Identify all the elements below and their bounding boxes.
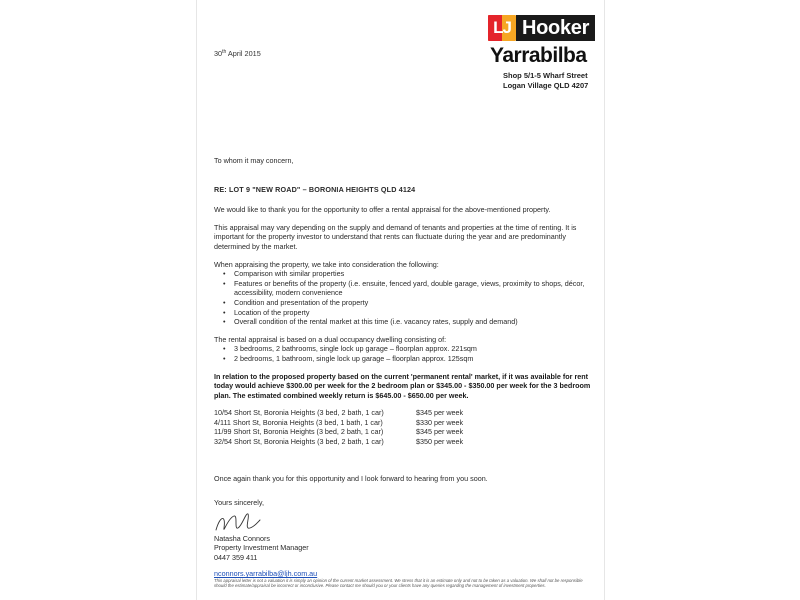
dwelling-list <box>214 344 594 363</box>
date-suffix: th <box>222 49 227 55</box>
rental-estimate-paragraph: In relation to the proposed property based on the current 'permanent rental' market, if it was available for rent today would achieve $300.00 per week for the 2 bedroom plan or $345.00 - $350.00 per week for the 3 bedroom plan. The estimated combined weekly return is $645.00 - $650.00 per week. <box>214 371 591 400</box>
lj-logo-text: LJ <box>493 18 511 37</box>
comparable-address: 32/54 Short St, Boronia Heights (3 bed, 2 bath, 1 car) <box>214 437 384 447</box>
signatory-title: Property Investment Manager <box>214 543 309 553</box>
hooker-logo-text: Hooker <box>516 15 595 41</box>
list-item: • Location of the property <box>214 308 594 318</box>
signatory-name: Natasha Connors <box>214 534 270 543</box>
comparable-rent: $345 per week <box>416 427 464 437</box>
salutation: To whom it may concern, <box>214 156 294 165</box>
signoff: Yours sincerely, <box>214 498 264 508</box>
list-item: • Comparison with similar properties <box>214 269 594 279</box>
comparable-address: 10/54 Short St, Boronia Heights (3 bed, 2 bath, 1 car) <box>214 408 384 418</box>
page-edge-left <box>196 0 197 600</box>
date-rest: April 2015 <box>226 49 261 58</box>
signatory-phone: 0447 359 411 <box>214 552 258 562</box>
table-row <box>214 437 463 447</box>
paragraph-intro: We would like to thank you for the opportunity to offer a rental appraisal for the above-mentioned property. <box>214 205 551 215</box>
comparables-table <box>214 408 463 446</box>
list-item: • Overall condition of the rental market at this time (i.e. vacancy rates, supply and demand) <box>214 317 594 327</box>
list-item: • Condition and presentation of the property <box>214 298 594 308</box>
comparable-rent: $330 per week <box>416 417 464 427</box>
paragraph-considerations: When appraising the property, we take into consideration the following: <box>214 259 439 269</box>
address-line-1: Shop 5/1-5 Wharf Street <box>503 71 588 80</box>
comparable-address: 4/111 Short St, Boronia Heights (3 bed, 1 bath, 1 car) <box>214 417 383 427</box>
address-line-2: Logan Village QLD 4207 <box>503 81 589 90</box>
branch-name: Yarrabilba <box>490 44 587 67</box>
office-address <box>503 71 588 91</box>
closing-paragraph: Once again thank you for this opportunity and I look forward to hearing from you soon. <box>214 473 488 483</box>
letter-body <box>214 156 594 512</box>
signatory-block <box>214 534 317 579</box>
date-day: 30 <box>214 49 223 58</box>
lj-logo-mark <box>488 15 516 41</box>
comparable-rent: $350 per week <box>416 437 464 447</box>
disclaimer-footer: This appraisal letter is not a valuation it is simply an opinion of the current market assessment. We stress that it is an estimate only and not to be taken as a valuation. We shall not be responsible should the estimate/appraisal be incorrect or inconclusive. Please contact me should you or your clients have any queries regarding the management of investment properties. <box>214 578 583 589</box>
handwritten-signature <box>212 508 262 536</box>
list-item: • 3 bedrooms, 2 bathrooms, single lock up garage – floorplan approx. 221sqm <box>214 344 594 354</box>
paragraph-appraisal-variance: This appraisal may vary depending on the supply and demand of tenants and properties at the time of renting. It is important for the property investor to understand that rents can fluctuate during the year and are predominantly determined by the market. <box>214 222 577 251</box>
re-line: RE: LOT 9 "NEW ROAD" – BORONIA HEIGHTS QLD 4124 <box>214 184 416 194</box>
comparable-address: 11/99 Short St, Boronia Heights (3 bed, 2 bath, 1 car) <box>214 427 384 437</box>
signatory-email-link[interactable]: nconnors.yarrabilba@ljh.com.au <box>214 569 318 579</box>
table-row <box>214 427 463 437</box>
paragraph-dwelling: The rental appraisal is based on a dual occupancy dwelling consisting of: <box>214 334 447 344</box>
table-row <box>214 418 463 428</box>
comparable-rent: $345 per week <box>416 408 464 418</box>
letter-date <box>214 49 261 58</box>
list-item: • Features or benefits of the property (i.e. ensuite, fenced yard, double garage, views, proximity to shops, décor, accessibility, modern convenience <box>214 279 594 298</box>
table-row <box>214 408 463 418</box>
considerations-list <box>214 269 594 327</box>
list-item: • 2 bedrooms, 1 bathroom, single lock up garage – floorplan approx. 125sqm <box>214 354 594 364</box>
page-edge-right <box>604 0 605 600</box>
lj-hooker-logo <box>488 15 595 41</box>
